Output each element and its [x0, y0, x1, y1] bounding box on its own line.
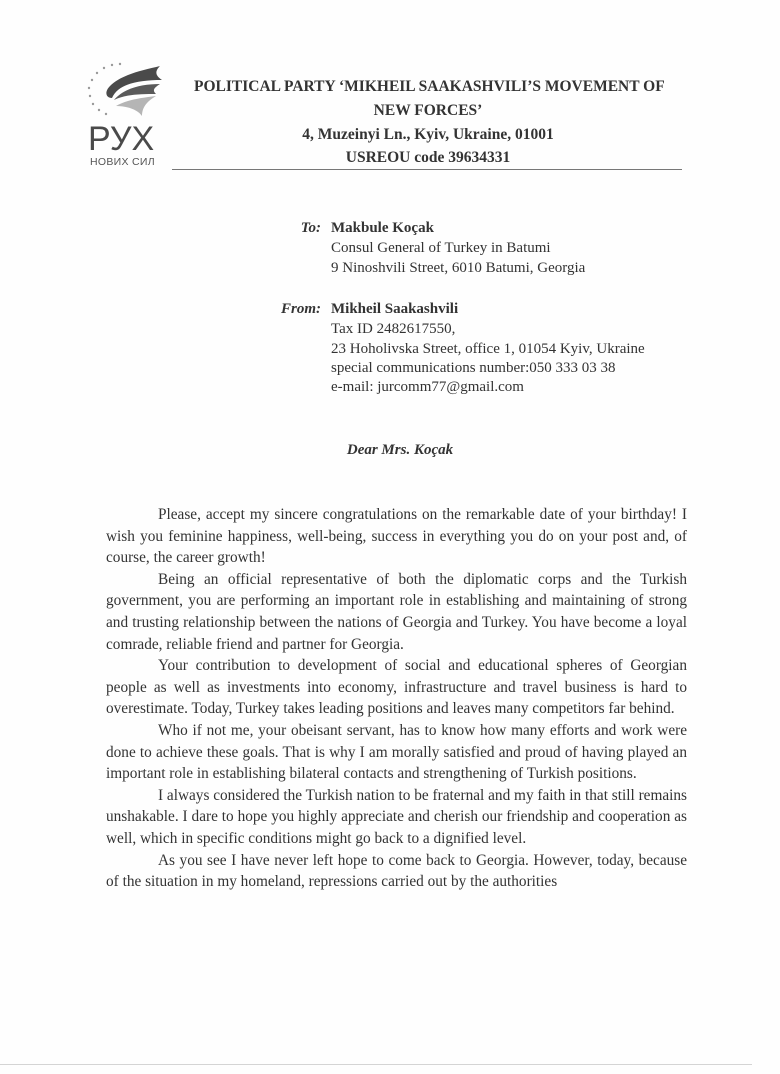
letter-body: [106, 504, 687, 893]
party-logo: [78, 60, 178, 172]
body-paragraph: Please, accept my sincere congratulations on the remarkable date of your birthday! I wish you feminine happiness, well-being, success in everything you do on your post and, of course, the career growth!: [106, 506, 687, 567]
recipient-title: Consul General of Turkey in Batumi: [331, 240, 551, 256]
body-paragraph: Your contribution to development of social and educational spheres of Georgian people as well as investments into economy, infrastructure and travel business is hard to overestimate. Today, Turkey takes leading positions and leaves many competitors far behind.: [106, 657, 687, 718]
body-paragraph: As you see I have never left hope to come back to Georgia. However, today, because of the situation in my homeland, repressions carried out by the authorities: [106, 851, 687, 891]
body-paragraph: I always considered the Turkish nation to be fraternal and my faith in that still remains unshakable. I dare to hope you highly appreciate and cherish our friendship and cooperation as well, which in specific conditions might go back to a dignified level.: [106, 786, 687, 847]
logo-subtitle: НОВИХ СИЛ: [90, 156, 155, 168]
sender-tax-id: Tax ID 2482617550,: [331, 321, 456, 337]
sender-address: 23 Hoholivska Street, office 1, 01054 Kyiv, Ukraine: [331, 341, 645, 357]
to-label: To:: [300, 220, 321, 236]
sender-phone: special communications number:050 333 03 38: [331, 360, 616, 376]
logo-wordmark: РУХ: [88, 120, 155, 158]
from-label: From:: [280, 301, 321, 317]
recipient-address: 9 Ninoshvili Street, 6010 Batumi, Georgia: [331, 260, 586, 276]
letterhead-address: 4, Muzeinyi Ln., Kyiv, Ukraine, 01001: [302, 126, 554, 143]
letterhead-divider: [172, 169, 682, 170]
body-paragraph: Who if not me, your obeisant servant, has to know how many efforts and work were done to achieve these goals. That is why I am morally satisfied and proud of having played an important role in establishing bilateral contacts and strengthening of Turkish positions.: [106, 721, 687, 783]
sender-email: e-mail: jurcomm77@gmail.com: [331, 379, 524, 395]
flag-swoosh-icon: [82, 60, 172, 122]
letterhead-party-name-line2: NEW FORCES’: [373, 102, 483, 119]
sender-name: Mikheil Saakashvili: [331, 301, 459, 317]
salutation: Dear Mrs. Koçak: [346, 442, 454, 458]
body-paragraph: Being an official representative of both the diplomatic corps and the Turkish government, you are performing an important role in establishing and maintaining of strong and trusting relationship between the nations of Georgia and Turkey. You have become a loyal comrade, reliable friend and partner for Georgia.: [106, 570, 687, 653]
letterhead-party-name-line1: POLITICAL PARTY ‘MIKHEIL SAAKASHVILI’S MOVEMENT OF: [194, 78, 665, 95]
recipient-name: Makbule Koçak: [331, 220, 434, 236]
page-edge-line: [0, 1064, 752, 1065]
letterhead-usreou-code: USREOU code 39634331: [345, 149, 511, 166]
